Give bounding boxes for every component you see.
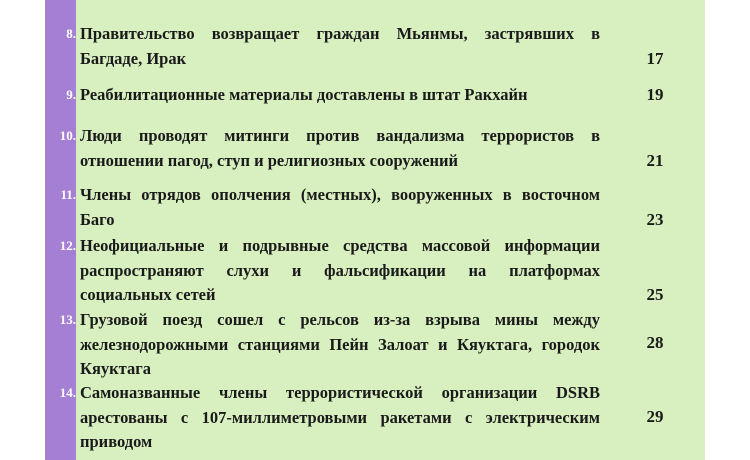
entry-title[interactable]: Неофициальные и подрывные средства массовой информации распространяют слухи и фальсификации на платформах социальных сетей — [80, 236, 600, 304]
entry-page: 17 — [646, 49, 664, 68]
entry-title[interactable]: Люди проводят митинги против вандализма террористов в отношении пагод, ступ и религиозных сооружений — [80, 126, 600, 170]
table-of-contents — [45, 0, 705, 460]
toc-entry[interactable] — [45, 308, 705, 382]
toc-entry[interactable] — [45, 22, 705, 72]
entry-page: 19 — [646, 85, 664, 104]
entry-number: 8. — [66, 26, 76, 41]
entry-number: 9. — [66, 87, 76, 102]
entry-number: 14. — [59, 385, 76, 400]
entry-page: 25 — [646, 285, 664, 304]
entry-page: 28 — [646, 333, 664, 352]
entry-title[interactable]: Реабилитационные материалы доставлены в штат Ракхайн — [80, 85, 528, 104]
entry-page: 23 — [646, 210, 664, 229]
entry-page: 29 — [646, 407, 664, 426]
entry-number: 12. — [59, 238, 76, 253]
entry-title[interactable]: Грузовой поезд сошел с рельсов из-за взрыва мины между железнодорожными станциями Пейн Залоат и Кяуктага, городок Кяуктага — [80, 310, 600, 378]
toc-entry[interactable] — [45, 83, 705, 109]
entry-title[interactable]: Члены отрядов ополчения (местных), вооруженных в восточном Баго — [80, 185, 600, 229]
entry-title[interactable]: Самоназванные члены террористической организации DSRB арестованы с 107-миллиметровыми ракетами с электрическим приводом — [80, 383, 600, 451]
toc-entry[interactable] — [45, 124, 705, 174]
entry-page: 21 — [646, 151, 664, 170]
entry-number: 13. — [59, 312, 76, 327]
entry-number: 10. — [59, 128, 76, 143]
toc-entry[interactable] — [45, 183, 705, 233]
entry-title[interactable]: Правительство возвращает граждан Мьянмы, застрявших в Багдаде, Ирак — [80, 24, 600, 68]
toc-entry[interactable] — [45, 381, 705, 455]
toc-entry[interactable] — [45, 234, 705, 308]
entry-number: 11. — [60, 187, 76, 202]
